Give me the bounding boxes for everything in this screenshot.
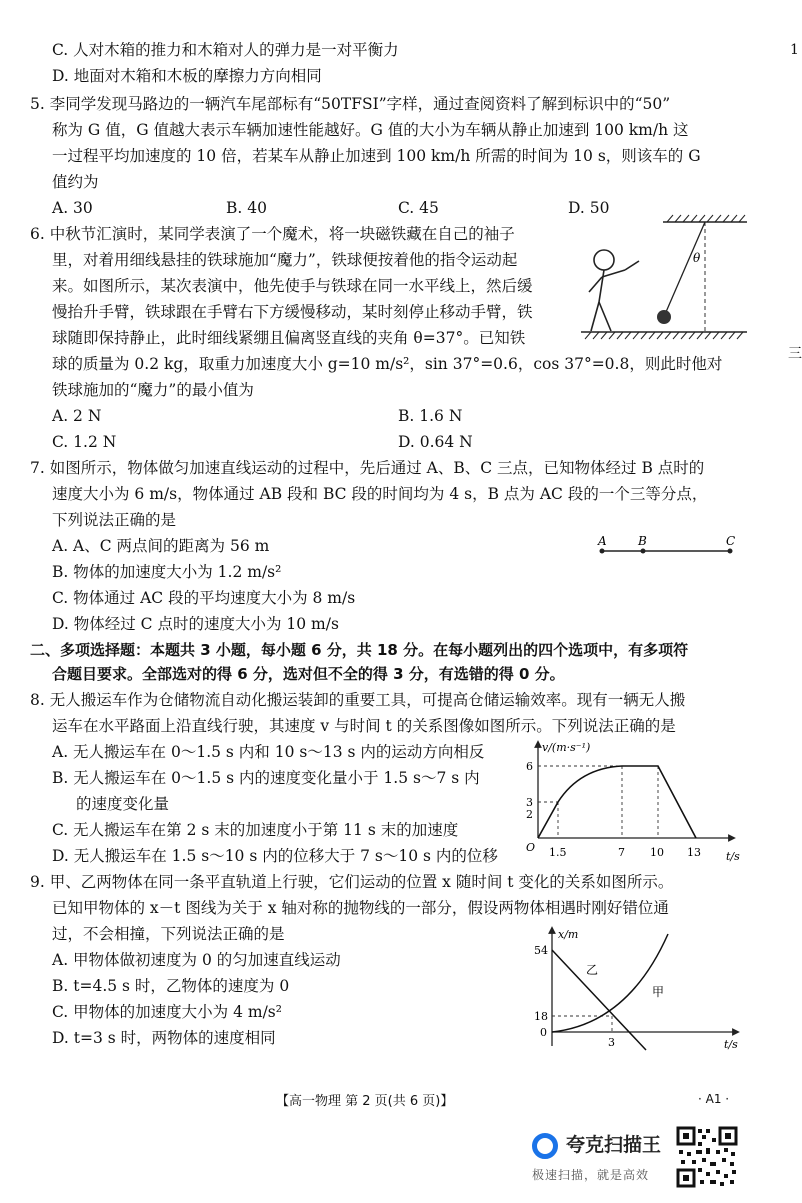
q9-line: 9. 甲、乙两物体在同一条平直轨道上行驶，它们运动的位置 x 随时间 t 变化的关系如图所示。 [30,873,674,891]
q4-option-c: C. 人对木箱的推力和木箱对人的弹力是一对平衡力 [52,41,399,59]
y-tick-18: 18 [534,1010,548,1023]
section2-heading-cont: 合题目要求。全部选对的得 6 分，选对但不全的得 3 分，有选错的得 0 分。 [52,665,565,683]
q6-option-c: C. 1.2 N [52,433,117,451]
x-tick-3: 3 [608,1036,615,1049]
velocity-curve [538,766,696,838]
q6-line: 来。如图所示，某次表演中，他先使手与铁球在同一水平线上，然后缓 [52,277,533,295]
q8-option-a: A. 无人搬运车在 0～1.5 s 内和 10 s～13 s 内的运动方向相反 [52,743,485,761]
ceiling-hatch [667,215,745,222]
y-tick-3: 3 [526,796,533,809]
yi-line [552,950,646,1050]
q9-option-d: D. t=3 s 时，两物体的速度相同 [52,1029,276,1047]
scanner-slogan: 极速扫描，就是高效 [532,1168,650,1182]
theta-label: θ [693,251,701,265]
q5-line: 称为 G 值，G 值越大表示车辆加速性能越好。G 值的大小为车辆从静止加速到 100 km/h 这 [52,121,689,139]
floor-hatch [585,332,743,339]
jia-curve [552,934,668,1032]
y-tick-6: 6 [526,760,533,773]
q5-option-c: C. 45 [398,199,439,217]
point-a-label: A [598,534,607,548]
q7-option-b: B. 物体的加速度大小为 1.2 m/s² [52,563,282,581]
q6-line: 6. 中秋节汇演时，某同学表演了一个魔术，将一块磁铁藏在自己的袖子 [30,225,515,243]
point-b-label: B [638,534,647,548]
q7-line: 速度大小为 6 m/s，物体通过 AB 段和 BC 段的时间均为 4 s，B 点为 AC 段的一个三等分点， [52,485,708,503]
v-axis-label: v/(m·s⁻¹) [542,741,591,754]
guide-lines [538,766,658,838]
q5-line: 一过程平均加速度的 10 倍，若某车从静止加速到 100 km/h 所需的时间为 10 s，则该车的 G [52,147,701,165]
q9-line: 已知甲物体的 x－t 图线为关于 x 轴对称的抛物线的一部分，假设两物体相遇时刚好错位通 [52,899,669,917]
q8-option-c: C. 无人搬运车在第 2 s 末的加速度小于第 11 s 末的加速度 [52,821,459,839]
section2-heading: 二、多项选择题：本题共 3 小题，每小题 6 分，共 18 分。在每小题列出的四个选项中，有多项符 [30,641,689,659]
scanner-name: 夸克扫描王 [566,1134,662,1156]
page-code: · A1 · [698,1092,730,1106]
jia-label: 甲 [652,985,665,999]
q6-magic-figure [575,214,750,344]
q8-option-b-cont: 的速度变化量 [76,795,170,813]
stick-person-icon [589,250,639,331]
x-tick-13: 13 [687,846,701,859]
q5-line: 值约为 [52,173,99,191]
q9-line: 过，不会相撞，下列说法正确的是 [52,925,285,943]
point-b-dot [641,549,646,554]
q8-line: 8. 无人搬运车作为仓储物流自动化搬运装卸的重要工具，可提高仓储运输效率。现有一辆无人搬 [30,691,686,709]
y-tick-54: 54 [534,944,548,957]
q9-option-a: A. 甲物体做初速度为 0 的匀加速直线运动 [52,951,341,969]
q8-vt-graph [520,738,748,866]
q5-option-d: D. 50 [568,199,610,217]
margin-mark: 三 [788,346,802,362]
q5-option-a: A. 30 [52,199,93,217]
yi-label: 乙 [586,963,599,977]
iron-ball-icon [657,310,671,324]
q7-option-d: D. 物体经过 C 点时的速度大小为 10 m/s [52,615,339,633]
q8-option-d: D. 无人搬运车在 1.5 s～10 s 内的位移大于 7 s～10 s 内的位移 [52,847,498,865]
q9-option-c: C. 甲物体的加速度大小为 4 m/s² [52,1003,282,1021]
x-tick-10: 10 [650,846,664,859]
q6-option-d: D. 0.64 N [398,433,473,451]
t-axis-label: t/s [726,850,740,863]
x-axis-label: x/m [558,928,579,941]
q7-line: 下列说法正确的是 [52,511,177,529]
page-footer: 【高一物理 第 2 页(共 6 页)】 [276,1094,454,1109]
q6-line: 球的质量为 0.2 kg，取重力加速度大小 g=10 m/s²，sin 37°=0.6，cos 37°=0.8，则此时他对 [52,355,723,373]
margin-mark: 1 [790,42,799,58]
q6-line: 里，对着用细线悬挂的铁球施加“魔力”，铁球便按着他的指令运动起 [52,251,518,269]
qr-code-icon [676,1126,738,1188]
x-tick-1-5: 1.5 [549,846,567,859]
point-a-dot [600,549,605,554]
x-tick-7: 7 [618,846,625,859]
q5-line: 5. 李同学发现马路边的一辆汽车尾部标有“50TFSI”字样，通过查阅资料了解到标识中的“50” [30,95,671,113]
point-c-dot [728,549,733,554]
q7-abc-line-figure [590,532,750,558]
point-c-label: C [726,534,736,548]
q7-option-c: C. 物体通过 AC 段的平均速度大小为 8 m/s [52,589,356,607]
t-axis-label: t/s [724,1038,738,1051]
q6-line: 球随即保持静止，此时细线紧绷且偏离竖直线的夹角 θ=37°。已知铁 [52,329,526,347]
q7-line: 7. 如图所示，物体做匀加速直线运动的过程中，先后通过 A、B、C 三点，已知物体经过 B 点时的 [30,459,705,477]
scanner-logo-icon [532,1133,558,1159]
q9-xt-graph [528,924,748,1054]
q5-option-b: B. 40 [226,199,267,217]
q9-option-b: B. t=4.5 s 时，乙物体的速度为 0 [52,977,290,995]
string-line [666,222,705,312]
guide-lines [552,1016,612,1032]
q6-option-a: A. 2 N [52,407,102,425]
origin-label: 0 [540,1026,547,1039]
y-tick-2: 2 [526,808,533,821]
q7-option-a: A. A、C 两点间的距离为 56 m [52,537,270,555]
q8-line: 运车在水平路面上沿直线行驶，其速度 v 与时间 t 的关系图像如图所示。下列说法正确的是 [52,717,676,735]
origin-label: O [526,841,536,854]
q6-line: 慢抬升手臂，铁球跟在手臂右下方缓慢移动，某时刻停止移动手臂，铁 [52,303,533,321]
q6-line: 铁球施加的“魔力”的最小值为 [52,381,254,399]
q8-option-b: B. 无人搬运车在 0～1.5 s 内的速度变化量小于 1.5 s～7 s 内 [52,769,480,787]
q4-option-d: D. 地面对木箱和木板的摩擦力方向相同 [52,67,322,85]
q6-option-b: B. 1.6 N [398,407,463,425]
